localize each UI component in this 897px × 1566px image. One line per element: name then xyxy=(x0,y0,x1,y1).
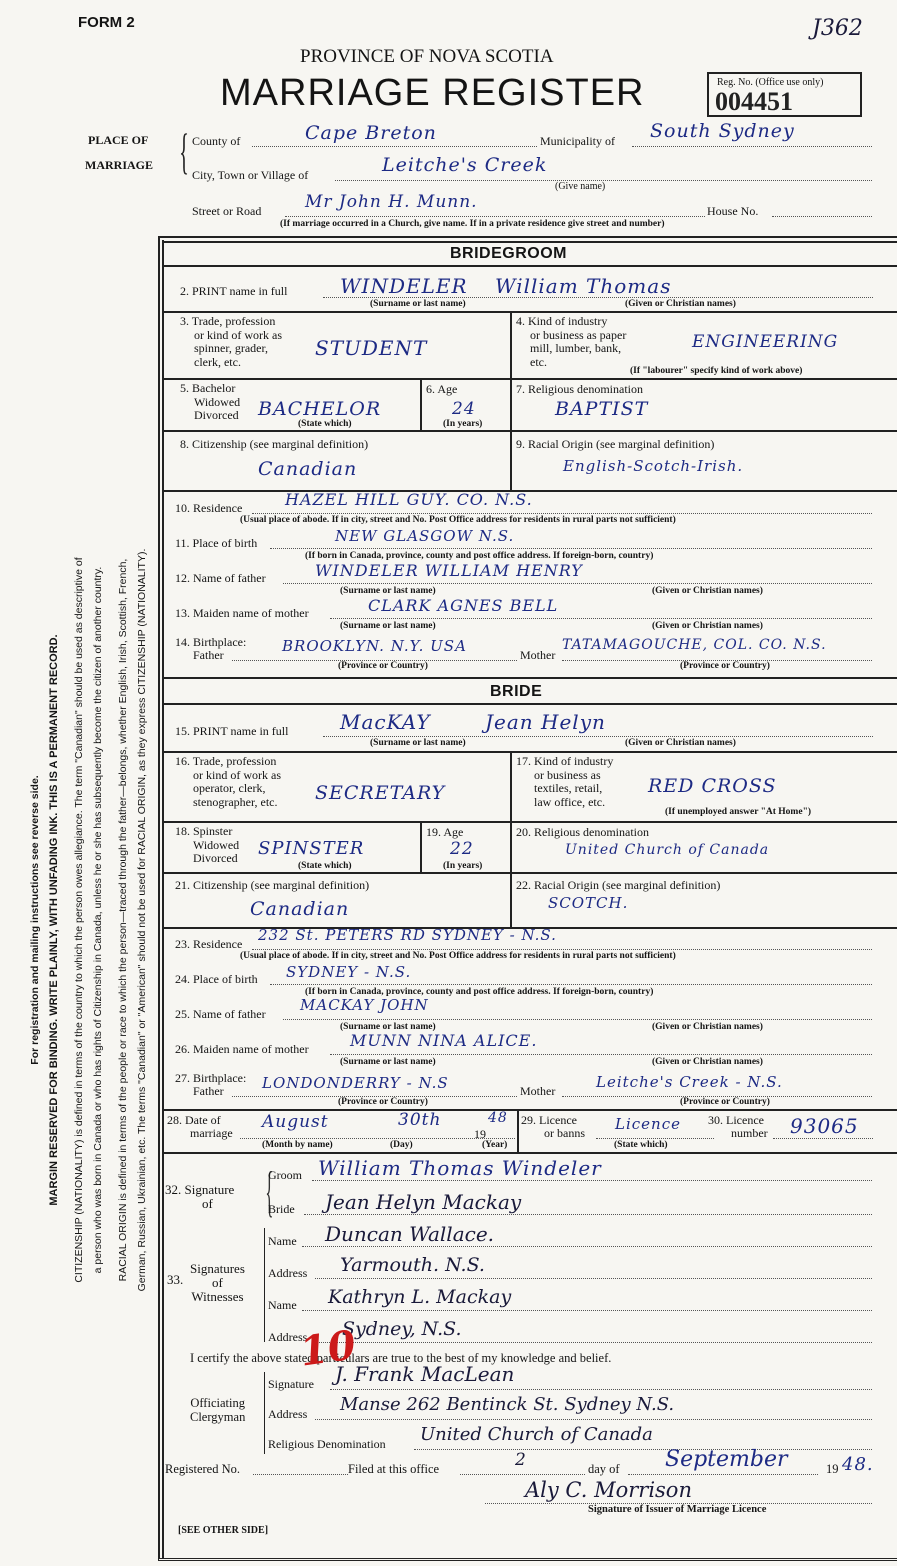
mother-label: Mother xyxy=(520,1084,556,1098)
page-title: MARRIAGE REGISTER xyxy=(220,72,645,114)
groom-father-label: 12. Name of father xyxy=(175,571,266,585)
brace: { xyxy=(265,1161,274,1223)
given-sub: (Given or Christian names) xyxy=(652,621,763,631)
bride-residence: 232 St. PETERS RD SYDNEY - N.S. xyxy=(258,926,557,944)
clergy-denomination: United Church of Canada xyxy=(420,1424,653,1445)
prov-sub: (Province or Country) xyxy=(680,661,770,671)
day-of-label: day of xyxy=(588,1462,620,1476)
state-which: (State which) xyxy=(298,419,352,429)
in-years: (In years) xyxy=(443,861,483,871)
bride-status-label: 18. Spinster Widowed Divorced xyxy=(175,824,240,865)
date-label: 28. Date of marriage xyxy=(167,1113,233,1140)
witness1-address: Yarmouth. N.S. xyxy=(340,1254,485,1276)
clergy-signature: J. Frank MacLean xyxy=(335,1362,515,1386)
prov-sub: (Province or Country) xyxy=(338,661,428,671)
marriage-label: MARRIAGE xyxy=(85,158,153,172)
groom-name-label: 2. PRINT name in full xyxy=(180,284,288,298)
witness2-address: Sydney, N.S. xyxy=(342,1318,462,1340)
brace: { xyxy=(179,123,189,179)
clergy-signature-label: Signature xyxy=(268,1377,314,1391)
licence-banns-label: 29. Licence or banns xyxy=(521,1113,585,1140)
surname-sub: (Surname or last name) xyxy=(340,621,436,631)
labourer-note: (If "labourer" specify kind of work above) xyxy=(630,366,803,376)
street-note: (If marriage occurred in a Church, give name. If in a private residence give street and number) xyxy=(280,219,665,229)
groom-citizenship-label: 8. Citizenship (see marginal definition) xyxy=(180,437,369,451)
city-label: City, Town or Village of xyxy=(192,168,309,182)
give-name-note: (Give name) xyxy=(555,181,606,192)
groom-status: BACHELOR xyxy=(258,398,382,420)
surname-sub: (Surname or last name) xyxy=(370,299,466,309)
see-other-side: [SEE OTHER SIDE] xyxy=(178,1525,269,1536)
surname-sub: (Surname or last name) xyxy=(370,738,466,748)
bride-citizenship-label: 21. Citizenship (see marginal definition) xyxy=(175,878,370,892)
margin-instructions xyxy=(0,280,160,1560)
year-sub: (Year) xyxy=(482,1140,508,1150)
reg-number: 004451 xyxy=(715,87,793,116)
groom-trade: STUDENT xyxy=(315,336,428,360)
groom-citizenship: Canadian xyxy=(258,458,358,480)
witness2-name: Kathryn L. Mackay xyxy=(328,1286,512,1308)
municipality-label: Municipality of xyxy=(540,134,615,148)
given-sub: (Given or Christian names) xyxy=(652,1022,763,1032)
clergy-label: Officiating Clergyman xyxy=(190,1396,246,1424)
groom-trade-label: 3. Trade, profession or kind of work as spinner, grader, clerk, etc. xyxy=(180,314,282,369)
groom-birthplace: NEW GLASGOW N.S. xyxy=(335,527,515,545)
groom-signature: William Thomas Windeler xyxy=(318,1156,602,1180)
residence-note: (Usual place of abode. If in city, street and No. Post Office address for residents in rural parts not sufficient) xyxy=(240,515,676,525)
bride-birthplace-parents-label: 27. Birthplace: xyxy=(175,1071,247,1085)
house-label: House No. xyxy=(707,204,759,218)
groom-racial-origin: English-Scotch-Irish. xyxy=(563,457,744,475)
bride-trade: SECRETARY xyxy=(315,782,446,804)
bride-mother-birthplace: Leitche's Creek - N.S. xyxy=(596,1073,783,1091)
father-label: Father xyxy=(193,1084,224,1098)
bride-heading: BRIDE xyxy=(490,683,543,700)
licence-or-banns: Licence xyxy=(615,1115,681,1133)
issuer-signature: Aly C. Morrison xyxy=(525,1478,692,1502)
surname-sub: (Surname or last name) xyxy=(340,586,436,596)
filed-label: Filed at this office xyxy=(348,1462,440,1476)
bride-father: MACKAY JOHN xyxy=(300,996,429,1014)
given-sub: (Given or Christian names) xyxy=(625,299,736,309)
place-of-label: PLACE OF xyxy=(88,133,149,147)
groom-industry-label: 4. Kind of industry or business as paper mill, lumber, bank, etc. xyxy=(516,314,627,369)
bride-mother: MUNN NINA ALICE. xyxy=(350,1031,538,1050)
groom-mother-label: 13. Maiden name of mother xyxy=(175,606,309,620)
unemployed-note: (If unemployed answer "At Home") xyxy=(665,807,812,817)
groom-age-label: 6. Age xyxy=(426,382,458,396)
margin-line: MARGIN RESERVED FOR BINDING. WRITE PLAINLY, WITH UNFADING INK. THIS IS A PERMANENT RECORD. xyxy=(48,634,60,1206)
file-number: J362 xyxy=(812,16,863,41)
reg-number-box xyxy=(707,72,862,117)
bride-birthplace: SYDNEY - N.S. xyxy=(286,963,412,981)
bride-birthplace-label: 24. Place of birth xyxy=(175,972,258,986)
prov-sub: (Province or Country) xyxy=(680,1097,770,1107)
groom-industry: ENGINEERING xyxy=(692,332,839,352)
street-value: Mr John H. Munn. xyxy=(305,192,478,212)
birth-note: (If born in Canada, province, county and post office address. If foreign-born, country) xyxy=(305,987,654,997)
given-sub: (Given or Christian names) xyxy=(625,738,736,748)
witness1-address-label: Address xyxy=(268,1266,308,1280)
witness1-name-label: Name xyxy=(268,1234,297,1248)
form-number: FORM 2 xyxy=(78,14,135,31)
groom-residence-label: 10. Residence xyxy=(175,501,243,515)
clergy-address: Manse 262 Bentinck St. Sydney N.S. xyxy=(340,1394,675,1415)
groom-birthplace-parents-label: 14. Birthplace: xyxy=(175,635,247,649)
bride-industry-label: 17. Kind of industry or business as textiles, retail, law office, etc. xyxy=(516,754,614,809)
residence-note: (Usual place of abode. If in city, street and No. Post Office address for residents in rural parts not sufficient) xyxy=(240,951,676,961)
state-sub: (State which) xyxy=(614,1140,668,1150)
street-label: Street or Road xyxy=(192,204,262,218)
bride-signature: Jean Helyn Mackay xyxy=(325,1190,522,1214)
bride-father-label: 25. Name of father xyxy=(175,1007,266,1021)
witness2-name-label: Name xyxy=(268,1298,297,1312)
witnesses-number: 33. xyxy=(167,1272,184,1287)
filed-year: 48. xyxy=(842,1454,874,1475)
county-value: Cape Breton xyxy=(305,122,437,144)
groom-racial-label: 9. Racial Origin (see marginal definition) xyxy=(516,437,715,451)
bride-surname: MacKAY xyxy=(340,710,431,734)
marriage-year: 48 xyxy=(488,1110,508,1126)
city-value: Leitche's Creek xyxy=(382,154,548,176)
bride-father-birthplace: LONDONDERRY - N.S xyxy=(262,1074,449,1092)
groom-mother-birthplace: TATAMAGOUCHE, COL. CO. N.S. xyxy=(562,637,827,653)
witnesses-label: Signatures of Witnesses xyxy=(190,1261,245,1304)
bride-citizenship: Canadian xyxy=(250,898,350,920)
bride-industry: RED CROSS xyxy=(648,775,777,797)
bride-residence-label: 23. Residence xyxy=(175,937,243,951)
denomination-label: Religious Denomination xyxy=(268,1437,386,1451)
given-sub: (Given or Christian names) xyxy=(652,586,763,596)
reg-label: Reg. No. (Office use only) xyxy=(717,77,824,88)
bride-mother-label: 26. Maiden name of mother xyxy=(175,1042,309,1056)
bride-religion-label: 20. Religious denomination xyxy=(516,825,649,839)
clergy-address-label: Address xyxy=(268,1407,308,1421)
province-title: PROVINCE OF NOVA SCOTIA xyxy=(300,46,554,67)
marriage-month: August xyxy=(262,1112,329,1132)
given-sub: (Given or Christian names) xyxy=(652,1057,763,1067)
father-label: Father xyxy=(193,648,224,662)
signature-label: 32. Signature of xyxy=(165,1182,235,1211)
bride-racial-label: 22. Racial Origin (see marginal definition) xyxy=(516,878,721,892)
bride-sig-label: Bride xyxy=(268,1202,295,1216)
groom-residence: HAZEL HILL GUY. CO. N.S. xyxy=(285,490,533,509)
groom-religion: BAPTIST xyxy=(555,398,649,420)
bride-racial-origin: SCOTCH. xyxy=(548,894,629,912)
marriage-day: 30th xyxy=(398,1110,442,1130)
bride-religion: United Church of Canada xyxy=(565,842,770,858)
groom-sig-label: Groom xyxy=(268,1168,302,1182)
bride-given-names: Jean Helyn xyxy=(485,710,606,734)
surname-sub: (Surname or last name) xyxy=(340,1022,436,1032)
day-sub: (Day) xyxy=(390,1140,413,1150)
certify-statement: I certify the above stated particulars are true to the best of my knowledge and belief. xyxy=(190,1351,612,1365)
in-years: (In years) xyxy=(443,419,483,429)
surname-sub: (Surname or last name) xyxy=(340,1057,436,1067)
groom-mother: CLARK AGNES BELL xyxy=(368,596,559,615)
issuer-label: Signature of Issuer of Marriage Licence xyxy=(588,1504,767,1515)
margin-line: CITIZENSHIP (NATIONALITY) is defined in terms of the country to which the person owes allegiance. The term "Canadian" should be used as descriptive of xyxy=(73,557,85,1283)
bride-status: SPINSTER xyxy=(258,838,365,859)
state-which: (State which) xyxy=(298,861,352,871)
margin-line: For registration and mailing instructions see reverse side. xyxy=(29,775,41,1065)
groom-religion-label: 7. Religious denomination xyxy=(516,382,643,396)
red-check-mark: 10 xyxy=(297,1321,359,1376)
filed-year-prefix: 19 xyxy=(826,1462,839,1476)
prov-sub: (Province or Country) xyxy=(338,1097,428,1107)
groom-given-names: William Thomas xyxy=(495,274,672,298)
county-label: County of xyxy=(192,134,241,148)
bride-name-label: 15. PRINT name in full xyxy=(175,724,289,738)
margin-line: a person who was born in Canada or who has rights of Citizenship in Canada, unless he or she has subsequently become the citizen of another country. xyxy=(92,566,104,1274)
witness1-name: Duncan Wallace. xyxy=(325,1222,495,1246)
bride-age-label: 19. Age xyxy=(426,825,464,839)
groom-father-birthplace: BROOKLYN. N.Y. USA xyxy=(282,637,467,655)
groom-father: WINDELER WILLIAM HENRY xyxy=(315,561,583,580)
filed-month: September xyxy=(665,1447,788,1472)
groom-surname: WINDELER xyxy=(340,274,468,298)
witness2-address-label: Address xyxy=(268,1330,308,1344)
mother-label: Mother xyxy=(520,648,556,662)
bride-age: 22 xyxy=(450,839,474,859)
filed-day: 2 xyxy=(515,1450,526,1470)
month-sub: (Month by name) xyxy=(262,1140,333,1150)
registered-label: Registered No. xyxy=(165,1462,240,1476)
licence-number-label: 30. Licence number xyxy=(708,1113,768,1140)
birth-note: (If born in Canada, province, county and post office address. If foreign-born, country) xyxy=(305,551,654,561)
year-prefix: 19 xyxy=(474,1127,486,1141)
margin-line: German, Russian, Ukrainian, etc. The terms "Canadian" or "American" should not be used for RACIAL ORIGIN, as they express CITIZENSHIP (NATIONALITY). xyxy=(136,548,148,1292)
groom-birthplace-label: 11. Place of birth xyxy=(175,536,258,550)
municipality-value: South Sydney xyxy=(650,120,795,142)
margin-line: RACIAL ORIGIN is defined in terms of the people or race to which the person—traced through the father—belongs, whether English, Irish, Scottish, French, xyxy=(117,558,129,1282)
groom-age: 24 xyxy=(452,399,476,419)
bridegroom-heading: BRIDEGROOM xyxy=(450,245,567,262)
licence-number: 93065 xyxy=(790,1114,859,1138)
bride-trade-label: 16. Trade, profession or kind of work as operator, clerk, stenographer, etc. xyxy=(175,754,281,809)
groom-status-label: 5. Bachelor Widowed Divorced xyxy=(180,381,241,422)
